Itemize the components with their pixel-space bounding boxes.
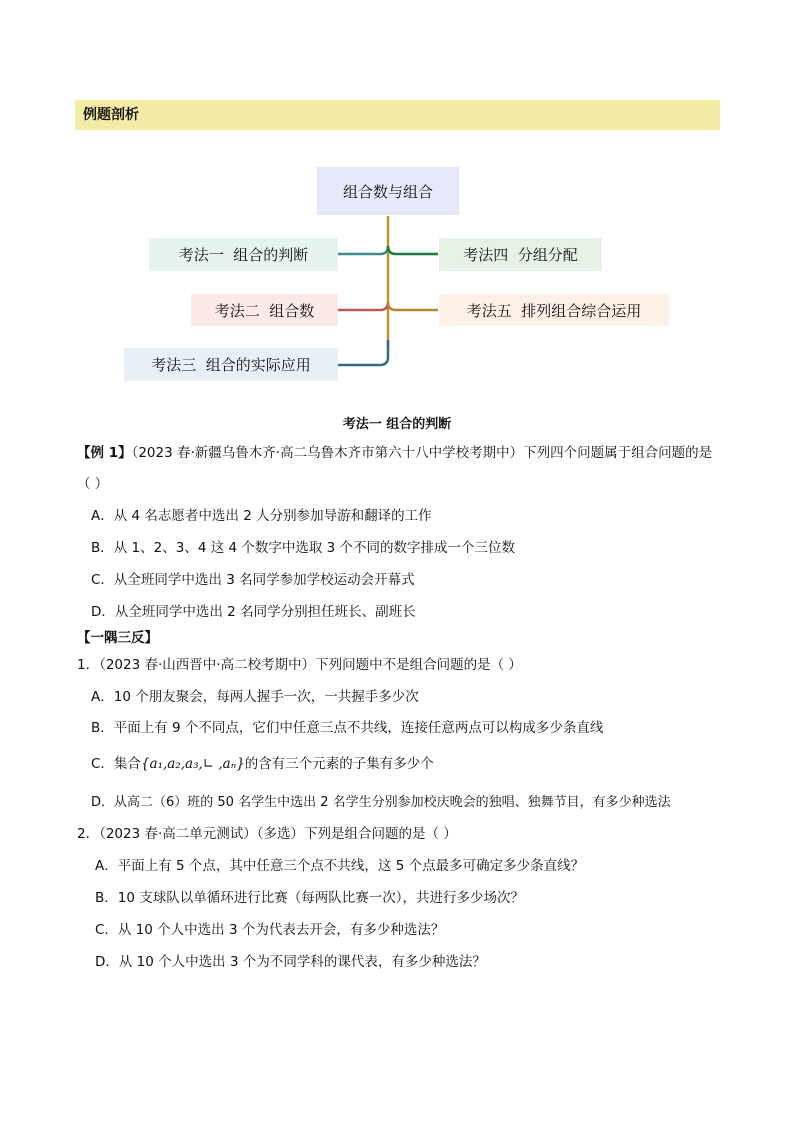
example-paren: （ ） (77, 476, 109, 492)
mindmap (0, 0, 794, 400)
q1-option-b: B．平面上有 9 个不同点，它们中任意三点不共线，连接任意两点可以构成多少条直线 (91, 720, 604, 736)
example-option-c: C．从全班同学中选出 3 名同学参加学校运动会开幕式 (91, 572, 415, 588)
q2-option-c: C．从 10 个人中选出 3 个为代表去开会，有多少种选法？ (95, 922, 445, 938)
q1-option-c-prefix: C．集合 (91, 756, 141, 772)
q2-option-a: A．平面上有 5 个点，其中任意三个点不共线，这 5 个点最多可确定多少条直线？ (95, 858, 585, 874)
connector-node-2 (338, 302, 388, 310)
mindmap-node-label: 考法五 排列组合综合运用 (466, 301, 642, 320)
connector-node-4 (388, 246, 438, 254)
q2-option-b: B．10 支球队以单循环进行比赛（每两队比赛一次），共进行多少场次？ (95, 890, 524, 906)
q2-stem: 2．（2023 春·高二单元测试）（多选）下列是组合问题的是（ ） (77, 826, 457, 842)
example-option-b: B．从 1、2、3、4 这 4 个数字中选取 3 个不同的数字排成一个三位数 (91, 540, 516, 556)
mindmap-node-3 (124, 348, 338, 381)
mindmap-node-1 (149, 238, 338, 271)
example-text: （2023 春·新疆乌鲁木齐·高二乌鲁木齐市第六十八中学校考期中）下列四个问题属于组合问题的是 (131, 445, 713, 461)
q1-option-c (91, 752, 434, 772)
q1-stem: 1．（2023 春·山西晋中·高二校考期中）下列问题中不是组合问题的是（ ） (77, 657, 522, 673)
mindmap-node-label: 考法二 组合数 (214, 301, 315, 320)
example-option-d: D．从全班同学中选出 2 名同学分别担任班长、副班长 (91, 604, 416, 620)
q1-option-c-set: {a₁,a₂,a₃,∟ ,aₙ} (140, 756, 245, 772)
subsection-title: 考法一 组合的判断 (342, 417, 452, 432)
q1-option-c-suffix: 的含有三个元素的子集有多少个 (244, 756, 434, 772)
connector-node-5 (388, 302, 438, 310)
mindmap-node-label: 考法三 组合的实际应用 (151, 356, 311, 374)
q2-option-d: D．从 10 个人中选出 3 个为不同学科的课代表，有多少种选法？ (95, 954, 486, 970)
mindmap-center (317, 167, 459, 215)
practice-title: 【一隅三反】 (77, 630, 158, 646)
mindmap-node-label: 考法一 组合的判断 (178, 246, 309, 264)
example-1 (77, 441, 712, 461)
mindmap-node-4 (439, 238, 602, 271)
section-title: 例题剖析 (83, 107, 139, 123)
mindmap-node-2 (191, 294, 338, 326)
example-lead: 【例 1】 (77, 445, 132, 461)
q1-option-a: A．10 个朋友聚会，每两人握手一次，一共握手多少次 (91, 689, 419, 705)
q1-option-d: D．从高二（6）班的 50 名学生中选出 2 名学生分别参加校庆晚会的独唱、独舞节目，有多少种选法 (91, 795, 671, 810)
example-option-a: A．从 4 名志愿者中选出 2 人分别参加导游和翻译的工作 (91, 508, 432, 524)
mindmap-node-5 (439, 294, 669, 326)
mindmap-node-label: 考法四 分组分配 (463, 246, 578, 264)
connector-node-1 (338, 246, 388, 254)
mindmap-center-label: 组合数与组合 (342, 182, 433, 201)
connector-node-3 (338, 340, 388, 365)
